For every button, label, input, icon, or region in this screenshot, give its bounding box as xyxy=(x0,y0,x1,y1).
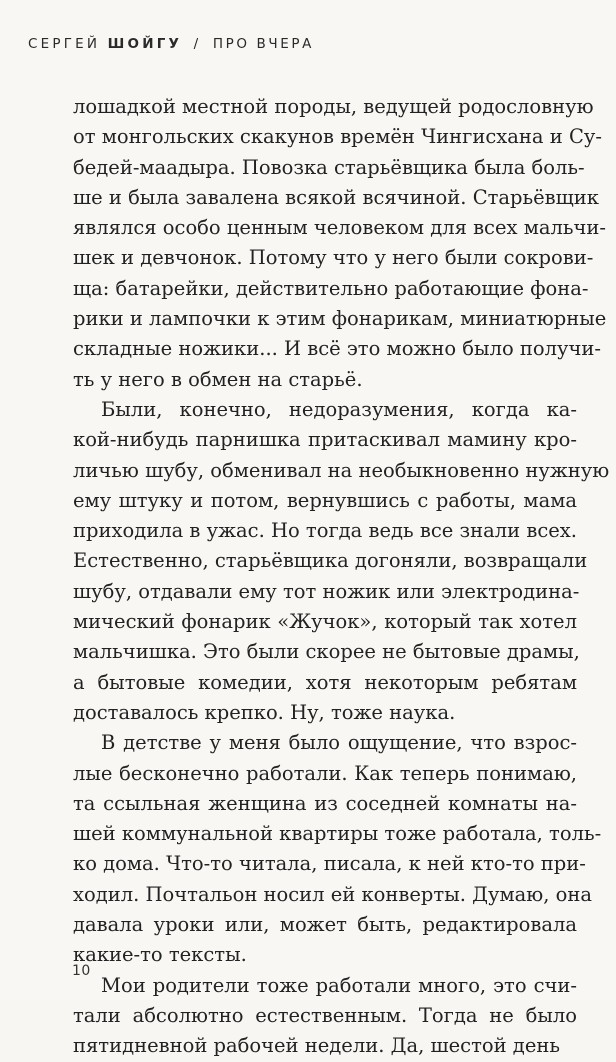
paragraph xyxy=(73,971,577,1062)
text-line: мальчишка. Это были скорее не бытовые драмы, xyxy=(73,640,580,664)
page-number: 10 xyxy=(72,963,91,979)
body-text xyxy=(73,92,610,1062)
text-line: Естественно, старьёвщика догоняли, возвращали xyxy=(73,549,588,573)
text-line: ть у него в обмен на старьё. xyxy=(73,367,363,391)
text-line: ше и была завалена всякой всячиной. Старьёвщик xyxy=(73,185,599,209)
text-line: шей коммунальной квартиры тоже работала, толь- xyxy=(73,822,602,846)
text-line: а бытовые комедии, хотя некоторым ребятам xyxy=(73,670,577,694)
text-line: доставалось крепко. Ну, тоже наука. xyxy=(73,700,456,724)
paragraph xyxy=(73,395,610,728)
text-line: шек и девчонок. Потому что у него были сокрови- xyxy=(73,246,594,270)
author-first-name: СЕРГЕЙ xyxy=(28,36,101,52)
text-line: рики и лампочки к этим фонарикам, миниатюрные xyxy=(73,307,607,331)
text-line: лые бесконечно работали. Как теперь понимаю, xyxy=(73,761,577,785)
text-line: давала уроки или, может быть, редактировала xyxy=(73,913,577,937)
text-line: ходил. Почтальон носил ей конверты. Думаю, она xyxy=(73,882,592,906)
text-line: складные ножики... И всё это можно было получи- xyxy=(73,337,601,361)
text-line: лошадкой местной породы, ведущей родословную xyxy=(73,95,594,118)
paragraph xyxy=(73,728,602,970)
text-line: тали абсолютно естественным. Тогда не было xyxy=(73,1003,577,1027)
paragraph xyxy=(73,92,607,395)
text-line: являлся особо ценным человеком для всех мальчи- xyxy=(73,216,606,240)
text-line: шубу, отдавали ему тот ножик или электродина- xyxy=(73,579,580,603)
text-line: ко дома. Что-то читала, писала, к ней кто-то при- xyxy=(73,852,586,876)
text-line: Были, конечно, недоразумения, когда ка- xyxy=(101,397,577,421)
text-line: ему штуку и потом, вернувшись с работы, мама xyxy=(73,488,577,512)
text-line: кой-нибудь парнишка притаскивал мамину кро- xyxy=(73,428,577,452)
text-line: Мои родители тоже работали много, это счи- xyxy=(101,973,577,997)
text-line: мический фонарик «Жучок», который так хотел xyxy=(73,610,577,634)
text-line: какие-то тексты. xyxy=(73,943,247,967)
text-line: приходила в ужас. Но тогда ведь все знали всех. xyxy=(73,519,577,543)
text-line: от монгольских скакунов времён Чингисхана и Су- xyxy=(73,125,602,149)
text-line: та ссыльная женщина из соседней комнаты на- xyxy=(73,791,577,815)
running-header xyxy=(28,36,314,52)
text-line: ща: батарейки, действительно работающие фона- xyxy=(73,276,589,300)
text-line: пятидневной рабочей недели. Да, шестой день xyxy=(73,1034,560,1058)
text-line: бедей-маадыра. Повозка старьёвщика была боль- xyxy=(73,155,585,179)
author-last-name: ШОЙГУ xyxy=(107,36,183,52)
header-separator: / xyxy=(193,36,202,52)
book-title: ПРО ВЧЕРА xyxy=(212,36,314,52)
text-line: личью шубу, обменивал на необыкновенно нужную xyxy=(73,458,610,482)
text-line: В детстве у меня было ощущение, что взрос- xyxy=(101,731,577,755)
